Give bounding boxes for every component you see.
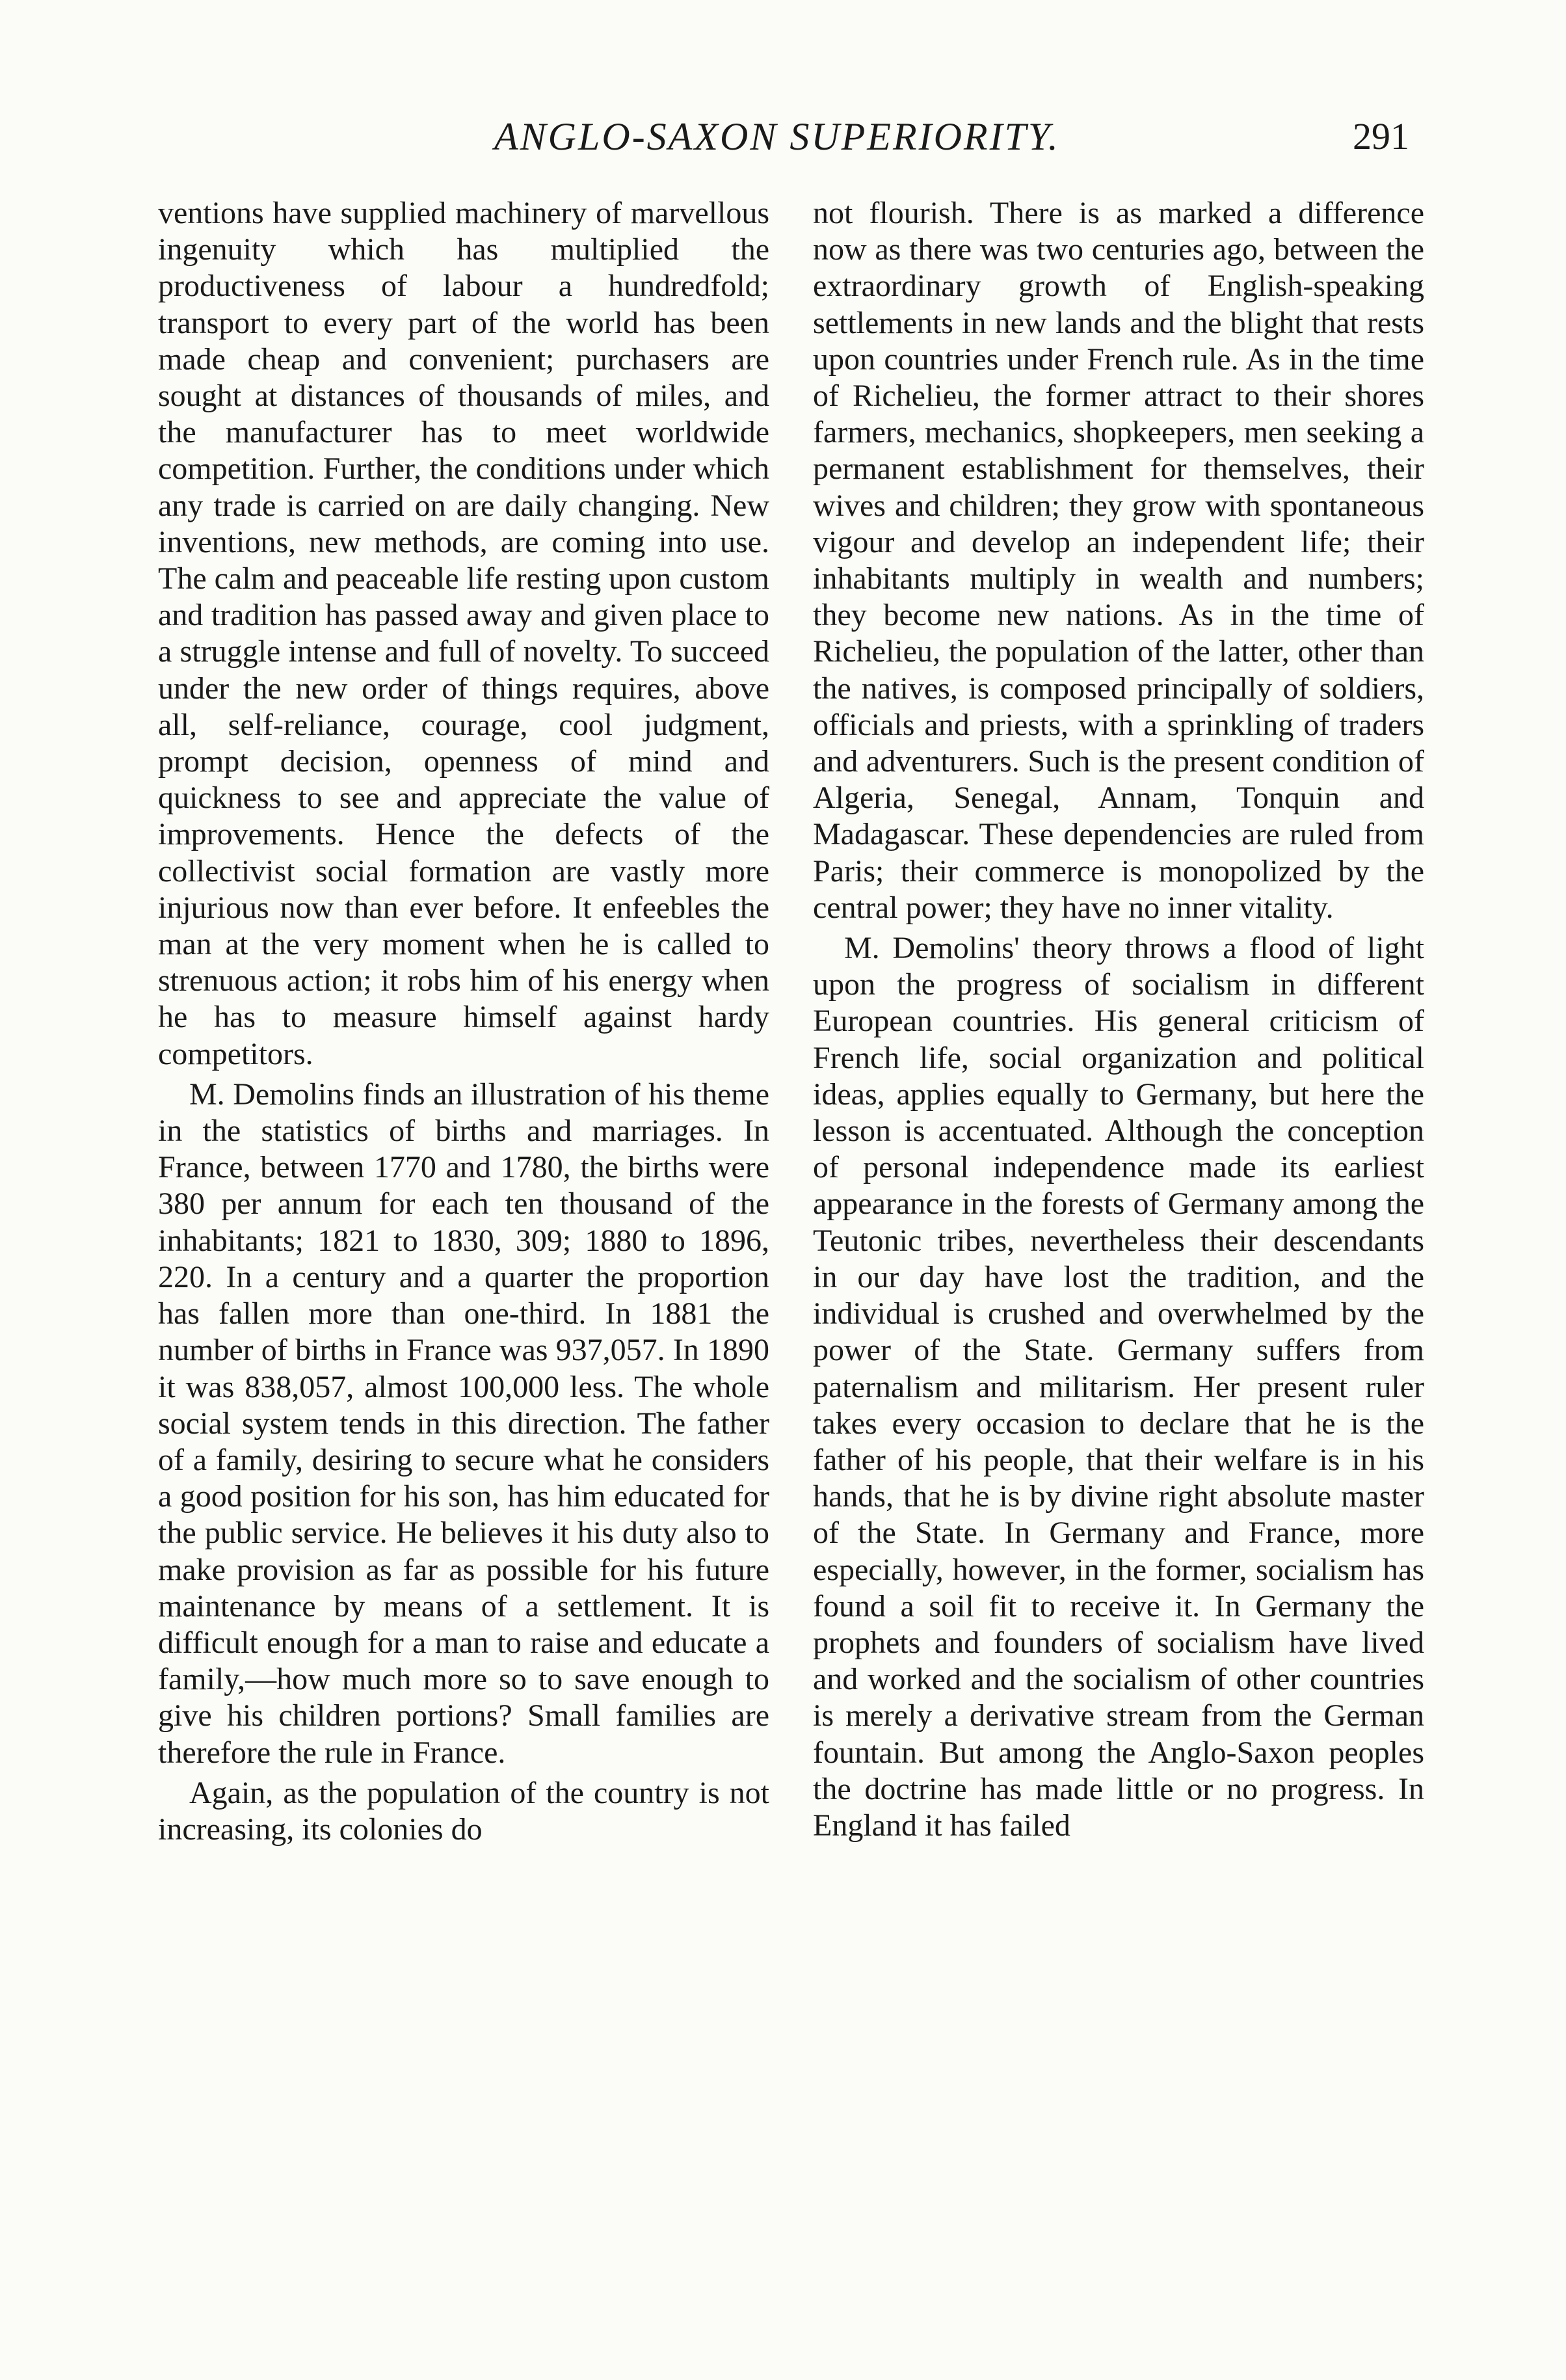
paragraph: M. Demolins' theory throws a flood of light upon the progress of socialism in different European countries. His general criticism of French life, social organization and political ideas, applies equally to Germany, but here the lesson is accentuated. Although the conception of personal independence made its earliest appearance in the forests of Germany among the Teutonic tribes, nevertheless their descendants in our day have lost the tradition, and the individual is crushed and overwhelmed by the power of the State. Germany suffers from paternalism and militarism. Her present ruler takes every occasion to declare that he is the father of his people, that their welfare is in his hands, that he is by divine right absolute master of the State. In Germany and France, more especially, however, in the former, socialism has found a soil fit to receive it. In Germany the prophets and founders of socialism have lived and worked and the socialism of other countries is merely a derivative stream from the German fountain. But among the Anglo-Saxon peoples the doctrine has made little or no progress. In England it has failed <box>813 931 1424 1843</box>
paragraph: M. Demolins finds an illustration of his theme in the statistics of births and marriages. In France, between 1770 and 1780, the births were 380 per annum for each ten thousand of the inhabitants; 1821 to 1830, 309; 1880 to 1896, 220. In a century and a quarter the proportion has fallen more than one-third. In 1881 the number of births in France was 937,057. In 1890 it was 838,057, almost 100,000 less. The whole social system tends in this direction. The father of a family, desiring to secure what he considers a good position for his son, has him educated for the public service. He believes it his duty also to make provision as far as possible for his future maintenance by means of a settlement. It is difficult enough for a man to raise and educate a family,—how much more so to save enough to give his children portions? Small families are therefore the rule in France. <box>158 1076 769 1770</box>
paragraph: ventions have supplied machinery of marvellous ingenuity which has multiplied the productiveness of labour a hundredfold; transport to every part of the world has been made cheap and convenient; purchasers are sought at distances of thousands of miles, and the manufacturer has to meet worldwide competition. Further, the conditions under which any trade is carried on are daily changing. New inventions, new methods, are coming into use. The calm and peaceable life resting upon custom and tradition has passed away and given place to a struggle intense and full of novelty. To succeed under the new order of things requires, above all, self-reliance, courage, cool judgment, prompt decision, openness of mind and quickness to see and appreciate the value of improvements. Hence the defects of the collectivist social formation are vastly more injurious now than ever before. It enfeebles the man at the very moment when he is called to strenuous action; it robs him of his energy when he has to measure himself against hardy competitors. <box>158 196 769 1071</box>
left-column <box>158 195 769 1848</box>
running-header <box>0 111 1566 163</box>
page-number: 291 <box>1353 115 1409 157</box>
running-title: ANGLO-SAXON SUPERIORITY. <box>494 115 1060 158</box>
paragraph: not flourish. There is as marked a difference now as there was two centuries ago, between the extraordinary growth of English-speaking settlements in new lands and the blight that rests upon countries under French rule. As in the time of Richelieu, the former attract to their shores farmers, mechanics, shopkeepers, men seeking a permanent establishment for themselves, their wives and children; they grow with spontaneous vigour and develop an independent life; their inhabitants multiply in wealth and numbers; they become new nations. As in the time of Richelieu, the population of the latter, other than the natives, is composed principally of soldiers, officials and priests, with a sprinkling of traders and adventurers. Such is the present condition of Algeria, Senegal, Annam, Tonquin and Madagascar. These dependencies are ruled from Paris; their commerce is monopolized by the central power; they have no inner vitality. <box>813 196 1424 925</box>
paragraph: Again, as the population of the country is not increasing, its colonies do <box>158 1775 769 1847</box>
right-column <box>813 195 1424 1844</box>
